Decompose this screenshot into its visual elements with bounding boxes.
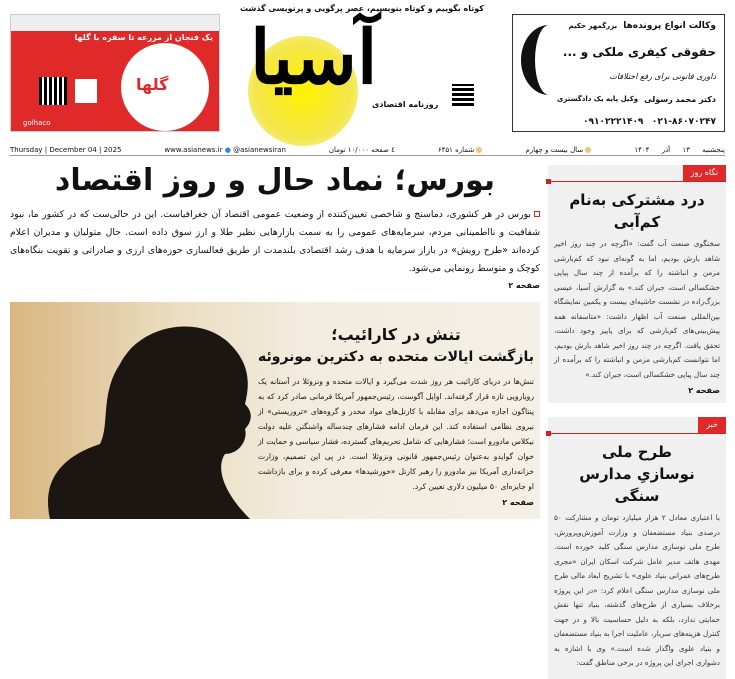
- social-handle[interactable]: @asianewsiran: [233, 145, 286, 154]
- masthead-subtitle: روزنامه اقتصادی: [372, 100, 439, 109]
- ad-lawyer-name: دکتر محمد رسولی: [644, 94, 716, 104]
- qr-code-icon: [452, 84, 474, 106]
- sidebar-column: [548, 165, 726, 679]
- date-day: ۱۳: [682, 145, 690, 154]
- masthead-slogan: کوتاه بگوییم و کوتاه بنویسیم، عصر پرگویی و پرنویسی گذشت: [240, 4, 484, 13]
- newspaper-logo: آسیا: [250, 15, 378, 101]
- ad-line-2: حقوقی کیفری ملکی و ...: [562, 44, 716, 59]
- dot-icon: [476, 147, 482, 153]
- box-page-ref[interactable]: صفحه ۲: [688, 386, 720, 395]
- unesco-icon: [75, 79, 97, 103]
- english-date: Thursday | December 04 | 2025: [10, 145, 122, 154]
- weekday: پنجشنبه: [702, 145, 725, 154]
- ad-spice-banner: [11, 15, 219, 31]
- ad-phone-2: ۰۹۱۰۲۲۲۱۴۰۹: [583, 117, 644, 127]
- ad-brand-logo: گلها: [136, 75, 169, 94]
- photo-story-body: تنش‌ها در دریای کارائیب هر روز شدت می‌گیرد و ایالات متحده و ونزوئلا در آستانه یک رویارویی تازه قرار گرفته‌اند. اوایل آگوست، رئیس‌جمهور آمریکا فرمانی صادر کرد که به پنتاگون اجازه می‌دهد برای مقابله با کارتل‌های مواد مخدر و گروه‌های «تروریستی» از نیروی نظامی استفاده کند. این فرمان ادامه فشارهای چندساله واشنگتن علیه دولت نیکلاس مادورو است؛ فشارهایی که شامل تحریم‌های گسترده، فشار سیاسی و حمایت از خوان گوایدو به‌عنوان رئیس‌جمهور قانونی ونزوئلا است. در پی این تصمیم، وزارت خزانه‌داری آمریکا نیز مادورو را رهبر کارتل «خورشیدها» معرفی کرده و برای بازداشت او جایزه‌ای ۵۰ میلیون دلاری تعیین کرد.: [258, 377, 534, 491]
- telegram-icon: ●: [224, 145, 231, 154]
- main-column: [10, 160, 540, 519]
- photo-story-page-ref[interactable]: صفحه ۲: [502, 498, 534, 507]
- sidebar-box-news: [548, 417, 726, 679]
- box-title[interactable]: طرح ملی نوسازیِ مدارس سنگی: [579, 443, 695, 505]
- box-title[interactable]: درد مشترکی به‌نام کم‌آبی: [569, 191, 705, 231]
- divider: [548, 181, 726, 182]
- ad-phone-1: ۰۲۱-۸۶۰۷۰۲۴۷: [651, 117, 716, 127]
- issue-number: شماره ۶۴۵۱: [437, 145, 475, 154]
- silhouette-portrait-image: [10, 304, 260, 519]
- photo-headline-line-2: بازگشت ایالات متحده به دکترین مونروئه: [258, 349, 534, 365]
- lead-text: بورس در هر کشوری، دماسنج و شاخصی تعیین‌کننده از وضعیت عمومی اقتصاد آن جغرافیاست. این در حالی‌ست که در کشور ما، نبود شفافیت و نااطمینانی مردم، سرمایه‌های عمومی را به سمت بازارهایی نظیر طلا و ارز سوق داده است. حال متولیان و مدیران اعلام کرده‌اند «طرح رویش» در بازار سرمایه با هدف رشد اقتصادی بلندمدت از طریق فعالسازی حوزه‌های ارزی و صادراتی و تقویت بنگاه‌های کوچک و متوسط رونمایی می‌شود.: [10, 209, 540, 274]
- photo-story-headline[interactable]: [258, 324, 534, 368]
- qr-code-icon: [39, 77, 67, 105]
- pages-price: ٤ صفحه ۱۰/۰۰۰ تومان: [328, 145, 395, 154]
- volume-year: سال بیست و چهارم: [525, 145, 584, 154]
- scales-of-justice-logo-icon: [521, 25, 577, 95]
- section-tag: نگاه روز: [683, 165, 726, 181]
- section-tag: خبر: [698, 417, 726, 433]
- ad-social-handle: golhaco: [23, 119, 51, 127]
- divider: [548, 433, 726, 434]
- lawyer-advertisement[interactable]: [512, 14, 725, 132]
- date-bar: [10, 144, 725, 156]
- sidebar-box-day-view: [548, 165, 726, 403]
- main-headline[interactable]: بورس؛ نماد حال و روز اقتصاد: [54, 163, 496, 198]
- bullet-square-icon: [534, 211, 540, 217]
- ad-org: بزرگمهر حکیم: [568, 22, 618, 30]
- ad-lawyer-title: وکیل پایه یک دادگستری: [556, 95, 639, 103]
- main-lead-paragraph: [10, 206, 540, 278]
- main-page-ref[interactable]: صفحه ۲: [508, 281, 540, 290]
- ad-slogan: یک فنجان از مزرعه تا سفره با گلها: [74, 33, 213, 42]
- date-month: آذر: [661, 145, 671, 154]
- golha-advertisement[interactable]: [10, 14, 220, 132]
- photo-story-image: [10, 302, 540, 519]
- date-year: ۱۴۰۴: [634, 145, 650, 154]
- website-link[interactable]: www.asianews.ir: [164, 145, 223, 154]
- dot-icon: [585, 147, 591, 153]
- box-body: سخنگوی صنعت آب گفت: «اگرچه در چند روز اخیر شاهد بارش بودیم، اما به گونه‌ای نبود که کم‌بارشی مزمن و انباشته را که برآمده از چند سال پیاپی خشکسالی است، جبران کند.» به گزارش آسیا، عیسی بزرگ‌زاده در نشست حاشیه‌ای بیست و یکمین نمایشگاه بین‌المللی صنعت آب اظهار داشت: «متاسفانه همه پیش‌بینی‌های کم‌بارشی که برای پاییز وجود داشت، تحقق یافت. اگرچه در چند روز اخیر شاهد بارش بودیم، اما نتوانست کم‌بارشی مزمن و انباشته را که برآمده از چند سال پیاپی خشکسالی است، جبران کند.»: [554, 239, 720, 379]
- ad-line-3: داوری قانونی برای رفع اختلافات: [609, 72, 716, 81]
- box-body: با اعتباری معادل ۲ هزار میلیارد تومان و مشارکت ۵۰ درصدی بنیاد مستضعفان و وزارت آموزش‌وپرورش، طرح ملی نوسازی مدارس سنگی کلید خورده است. مهدی هاتف مدیر عامل شرکت اسکان ایران «مجری طرح‌های عمرانی بنیاد علوی» با تشریح ابعاد مالی طرح ملی نوسازی مدارس سنگی اعلام کرد: «در این پروژه برخلاف بسیاری از طرح‌های گذشته، بنیاد تنها نقش حمایتی ندارد، بلکه به دلیل حساسیت بالا و در جهت کنترل هزینه‌های سربار، عاملیت اجرا به بنیاد مستضعفان و بنیاد علوی واگذار شده است.» وی با اشاره به دشواری اجرای این پروژه در برخی مناطق گفت:: [554, 513, 720, 667]
- ad-line-1: وکالت انواع پرونده‌ها: [623, 21, 716, 31]
- photo-headline-line-1: تنش در کارائیب؛: [331, 325, 461, 344]
